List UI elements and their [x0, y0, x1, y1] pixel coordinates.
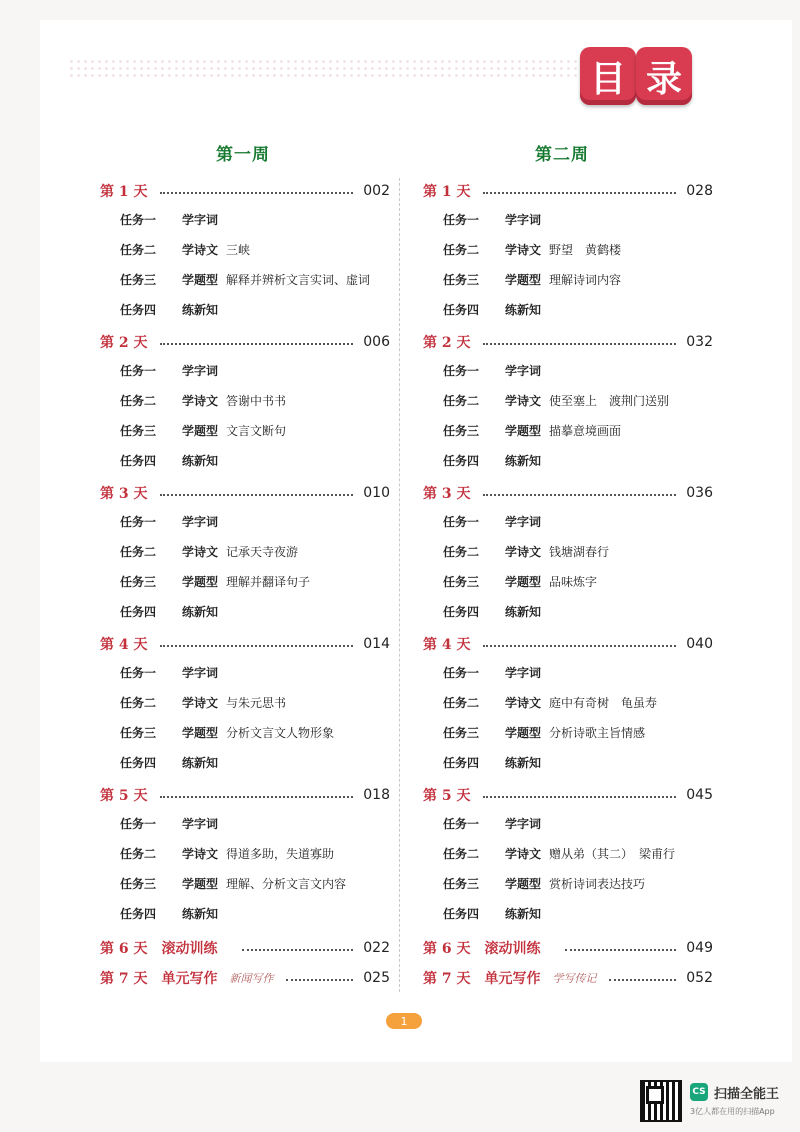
- task-label: 任务二: [443, 393, 480, 408]
- task-type: 学字词: [505, 665, 542, 680]
- task-content: 与朱元思书: [226, 695, 287, 710]
- task-row[interactable]: [423, 415, 713, 445]
- task-content: 文言文断句: [226, 423, 287, 438]
- day-label: 第 5 天: [423, 788, 471, 804]
- dot-leader: [286, 979, 354, 981]
- toc-day: [423, 631, 713, 782]
- task-row[interactable]: [423, 717, 713, 747]
- task-type: 学题型: [182, 423, 219, 438]
- task-row[interactable]: [100, 596, 390, 626]
- day-label: 第 4 天: [423, 637, 471, 653]
- page-number: 036: [686, 485, 713, 501]
- task-label: 任务二: [443, 544, 480, 559]
- task-row[interactable]: [100, 355, 390, 385]
- toc-day-entry[interactable]: [423, 329, 713, 355]
- dot-leader: [160, 343, 354, 345]
- day-label: 第 1 天: [423, 184, 471, 200]
- column-divider: [399, 178, 401, 992]
- task-type: 学字词: [505, 514, 542, 529]
- toc-day: [100, 782, 390, 933]
- day-label: 第 1 天: [100, 184, 148, 200]
- task-row[interactable]: [423, 536, 713, 566]
- toc-extra-entry[interactable]: [100, 933, 390, 963]
- watermark-tagline: 3亿人都在用的扫描App: [690, 1107, 775, 1116]
- toc-day-entry[interactable]: [423, 631, 713, 657]
- task-content: 分析文言文人物形象: [226, 725, 335, 740]
- task-label: 任务二: [120, 242, 157, 257]
- task-label: 任务三: [443, 423, 480, 438]
- toc-day-entry[interactable]: [423, 480, 713, 506]
- day-label: 第 3 天: [423, 486, 471, 502]
- task-type: 学题型: [505, 272, 542, 287]
- task-label: 任务一: [120, 363, 157, 378]
- week-2-title: 第二周: [535, 145, 589, 165]
- task-type: 练新知: [182, 302, 219, 317]
- page-number: 052: [686, 970, 713, 986]
- day-label: 第 2 天: [423, 335, 471, 351]
- day-label: 第 2 天: [100, 335, 148, 351]
- task-row[interactable]: [100, 204, 390, 234]
- entry-title: 滚动训练: [161, 941, 218, 957]
- day-label: 第 6 天: [423, 941, 471, 957]
- toc-day-entry[interactable]: [100, 631, 390, 657]
- task-row[interactable]: [423, 657, 713, 687]
- week-2-toc: [423, 178, 713, 993]
- task-row[interactable]: [423, 838, 713, 868]
- toc-day: [423, 329, 713, 480]
- task-type: 学题型: [505, 423, 542, 438]
- task-label: 任务一: [120, 665, 157, 680]
- page-number: 032: [686, 334, 713, 350]
- task-label: 任务三: [120, 725, 157, 740]
- task-row[interactable]: [100, 687, 390, 717]
- task-label: 任务四: [443, 302, 480, 317]
- toc-day-entry[interactable]: [423, 782, 713, 808]
- task-type: 学字词: [505, 212, 542, 227]
- task-row[interactable]: [423, 747, 713, 777]
- task-label: 任务一: [443, 212, 480, 227]
- task-row[interactable]: [423, 355, 713, 385]
- task-content: 庭中有奇树 龟虽寿: [549, 695, 658, 710]
- task-row[interactable]: [100, 415, 390, 445]
- task-content: 赏析诗词表达技巧: [549, 876, 646, 891]
- task-content: 理解诗词内容: [549, 272, 622, 287]
- task-label: 任务四: [443, 906, 480, 921]
- task-label: 任务二: [120, 695, 157, 710]
- task-label: 任务一: [443, 363, 480, 378]
- task-row[interactable]: [100, 385, 390, 415]
- task-row[interactable]: [423, 898, 713, 928]
- task-type: 学题型: [182, 574, 219, 589]
- task-type: 学诗文: [182, 695, 219, 710]
- task-label: 任务三: [443, 725, 480, 740]
- toc-day: [100, 178, 390, 329]
- toc-extra-entry[interactable]: [100, 963, 390, 993]
- task-label: 任务三: [443, 876, 480, 891]
- week-1-toc: [100, 178, 390, 993]
- task-label: 任务一: [120, 212, 157, 227]
- task-type: 练新知: [505, 302, 542, 317]
- page-number: 045: [686, 787, 713, 803]
- task-label: 任务二: [443, 846, 480, 861]
- toc-day-entry[interactable]: [100, 480, 390, 506]
- task-row[interactable]: [423, 596, 713, 626]
- task-content: 三峡: [226, 242, 251, 257]
- task-content: 理解、分析文言文内容: [226, 876, 347, 891]
- page-number-badge: 1: [386, 1013, 422, 1029]
- task-content: 得道多助，失道寡助: [226, 846, 335, 861]
- dot-leader: [160, 796, 354, 798]
- task-label: 任务二: [443, 242, 480, 257]
- task-label: 任务一: [443, 816, 480, 831]
- task-label: 任务三: [443, 272, 480, 287]
- task-label: 任务三: [120, 574, 157, 589]
- task-row[interactable]: [423, 234, 713, 264]
- task-label: 任务四: [120, 604, 157, 619]
- task-type: 学字词: [182, 665, 219, 680]
- task-type: 学诗文: [182, 544, 219, 559]
- day-label: 第 4 天: [100, 637, 148, 653]
- page-number: 049: [686, 940, 713, 956]
- task-content: 描摹意境画面: [549, 423, 622, 438]
- task-row[interactable]: [100, 747, 390, 777]
- task-type: 学题型: [505, 876, 542, 891]
- task-type: 学题型: [182, 272, 219, 287]
- task-type: 学诗文: [182, 393, 219, 408]
- task-type: 学诗文: [505, 242, 542, 257]
- dot-leader: [483, 192, 677, 194]
- task-type: 学字词: [182, 363, 219, 378]
- day-label: 第 3 天: [100, 486, 148, 502]
- task-row[interactable]: [423, 506, 713, 536]
- dot-leader: [483, 645, 677, 647]
- task-row[interactable]: [423, 868, 713, 898]
- dot-leader: [160, 192, 354, 194]
- toc-day: [100, 480, 390, 631]
- task-type: 练新知: [505, 755, 542, 770]
- task-row[interactable]: [100, 898, 390, 928]
- task-row[interactable]: [100, 536, 390, 566]
- task-label: 任务二: [443, 695, 480, 710]
- task-row[interactable]: [100, 717, 390, 747]
- decorative-dot-band: [68, 58, 578, 78]
- dot-leader: [483, 343, 677, 345]
- task-content: 分析诗歌主旨情感: [549, 725, 646, 740]
- page-number: 002: [363, 183, 390, 199]
- task-row[interactable]: [100, 657, 390, 687]
- page-number: 006: [363, 334, 390, 350]
- page-number: 028: [686, 183, 713, 199]
- day-label: 第 5 天: [100, 788, 148, 804]
- page-number: 018: [363, 787, 390, 803]
- task-row[interactable]: [423, 808, 713, 838]
- task-type: 练新知: [505, 453, 542, 468]
- page-number: 010: [363, 485, 390, 501]
- task-content: 解释并辨析文言实词、虚词: [226, 272, 371, 287]
- page-number: 022: [363, 940, 390, 956]
- task-row[interactable]: [100, 868, 390, 898]
- dot-leader: [609, 979, 677, 981]
- task-type: 学题型: [505, 725, 542, 740]
- day-label: 第 7 天: [423, 971, 471, 987]
- toc-day-entry[interactable]: [423, 178, 713, 204]
- task-label: 任务四: [120, 906, 157, 921]
- task-label: 任务四: [120, 453, 157, 468]
- task-type: 学字词: [182, 212, 219, 227]
- entry-subtitle: 新闻写作: [229, 972, 274, 985]
- task-label: 任务三: [120, 272, 157, 287]
- toc-day: [100, 329, 390, 480]
- task-content: 使至塞上 渡荆门送别: [549, 393, 670, 408]
- day-label: 第 6 天: [100, 941, 148, 957]
- dot-leader: [242, 949, 354, 951]
- task-row[interactable]: [100, 506, 390, 536]
- toc-extra-entry[interactable]: [423, 963, 713, 993]
- dot-leader: [483, 494, 677, 496]
- task-content: 赠从弟（其二） 梁甫行: [549, 846, 676, 861]
- task-label: 任务三: [120, 423, 157, 438]
- task-row[interactable]: [100, 264, 390, 294]
- task-type: 学诗文: [505, 846, 542, 861]
- title-char-1: 目: [580, 47, 636, 105]
- toc-day: [423, 178, 713, 329]
- task-type: 学题型: [505, 574, 542, 589]
- task-content: 记承天寺夜游: [226, 544, 299, 559]
- task-row[interactable]: [423, 566, 713, 596]
- scanner-logo-icon: CS: [690, 1083, 708, 1101]
- task-row[interactable]: [100, 234, 390, 264]
- task-type: 练新知: [505, 604, 542, 619]
- task-row[interactable]: [100, 566, 390, 596]
- task-row[interactable]: [423, 204, 713, 234]
- task-type: 学题型: [182, 725, 219, 740]
- task-label: 任务一: [120, 816, 157, 831]
- task-label: 任务四: [443, 604, 480, 619]
- task-label: 任务二: [120, 544, 157, 559]
- task-label: 任务四: [120, 755, 157, 770]
- task-type: 练新知: [182, 604, 219, 619]
- task-label: 任务三: [443, 574, 480, 589]
- page-number: 014: [363, 636, 390, 652]
- task-content: 答谢中书书: [226, 393, 287, 408]
- task-label: 任务一: [120, 514, 157, 529]
- task-type: 学诗文: [182, 242, 219, 257]
- toc-day: [100, 631, 390, 782]
- entry-subtitle: 学写传记: [552, 972, 597, 985]
- task-label: 任务一: [443, 514, 480, 529]
- task-label: 任务四: [443, 453, 480, 468]
- page-number: 040: [686, 636, 713, 652]
- week-1-title: 第一周: [216, 145, 270, 165]
- task-row[interactable]: [423, 385, 713, 415]
- task-label: 任务二: [120, 846, 157, 861]
- dot-leader: [160, 494, 354, 496]
- task-type: 学字词: [182, 514, 219, 529]
- title-char-2: 录: [636, 47, 692, 105]
- task-type: 练新知: [182, 453, 219, 468]
- watermark-name: 扫描全能王: [714, 1087, 780, 1102]
- task-content: 品味炼字: [549, 574, 598, 589]
- task-label: 任务一: [443, 665, 480, 680]
- task-row[interactable]: [423, 445, 713, 475]
- toc-day-entry[interactable]: [100, 329, 390, 355]
- entry-title: 单元写作: [161, 971, 218, 987]
- task-row[interactable]: [100, 294, 390, 324]
- dot-leader: [160, 645, 354, 647]
- task-type: 学诗文: [505, 695, 542, 710]
- day-label: 第 7 天: [100, 971, 148, 987]
- dot-leader: [483, 796, 677, 798]
- task-label: 任务四: [443, 755, 480, 770]
- task-label: 任务四: [120, 302, 157, 317]
- task-label: 任务三: [120, 876, 157, 891]
- qr-code-icon: [640, 1080, 682, 1122]
- dot-leader: [565, 949, 677, 951]
- task-row[interactable]: [100, 808, 390, 838]
- toc-extra-entry[interactable]: [423, 933, 713, 963]
- page-number: 025: [363, 970, 390, 986]
- toc-day: [423, 782, 713, 933]
- task-row[interactable]: [100, 838, 390, 868]
- task-type: 学字词: [182, 816, 219, 831]
- task-type: 练新知: [182, 906, 219, 921]
- toc-day-entry[interactable]: [100, 782, 390, 808]
- task-content: 野望 黄鹤楼: [549, 242, 622, 257]
- task-type: 学字词: [505, 363, 542, 378]
- entry-title: 单元写作: [484, 971, 541, 987]
- entry-title: 滚动训练: [484, 941, 541, 957]
- toc-day-entry[interactable]: [100, 178, 390, 204]
- task-row[interactable]: [423, 264, 713, 294]
- task-content: 理解并翻译句子: [226, 574, 311, 589]
- task-type: 学诗文: [505, 393, 542, 408]
- task-type: 学诗文: [182, 846, 219, 861]
- toc-day: [423, 480, 713, 631]
- task-type: 练新知: [182, 755, 219, 770]
- task-content: 钱塘湖春行: [549, 544, 610, 559]
- task-row[interactable]: [423, 687, 713, 717]
- task-row[interactable]: [423, 294, 713, 324]
- task-type: 学诗文: [505, 544, 542, 559]
- task-type: 练新知: [505, 906, 542, 921]
- task-type: 学题型: [182, 876, 219, 891]
- task-row[interactable]: [100, 445, 390, 475]
- task-label: 任务二: [120, 393, 157, 408]
- task-type: 学字词: [505, 816, 542, 831]
